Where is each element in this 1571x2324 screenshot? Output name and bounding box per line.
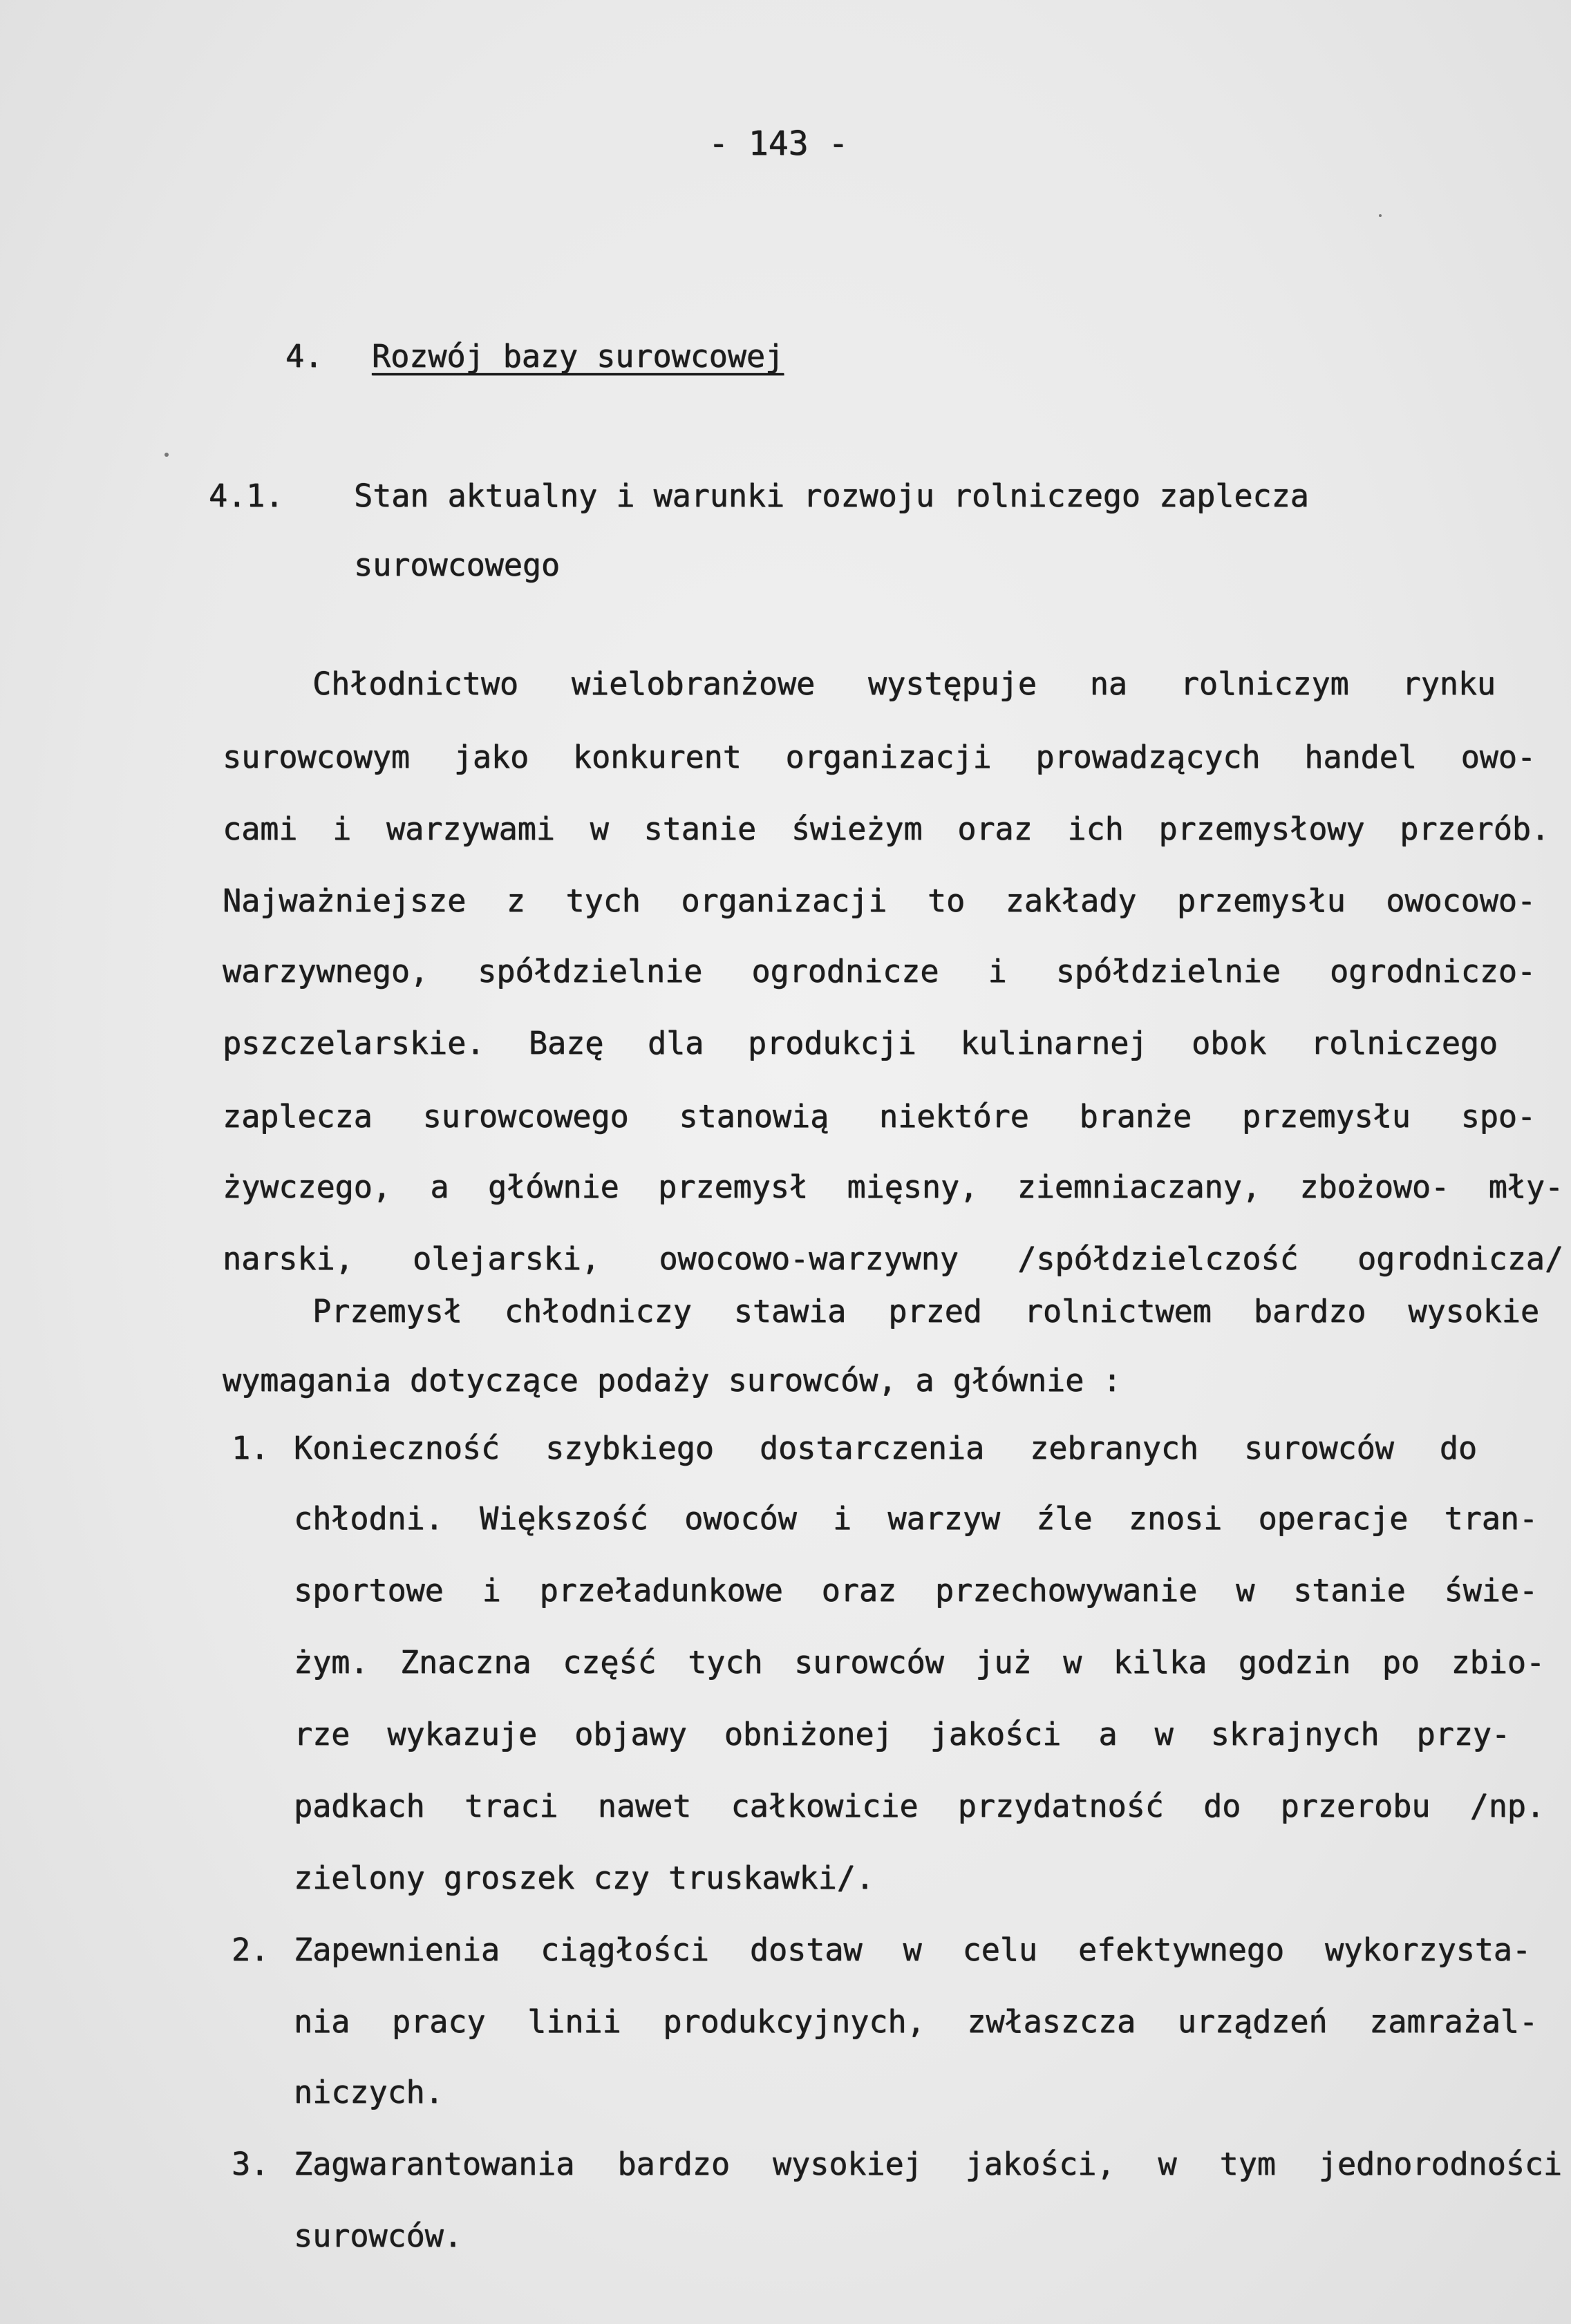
subsection-number: 4.1. [209, 478, 284, 514]
list-item-line: Zagwarantowania bardzo wysokiej jakości, w tym jednorodności [294, 2146, 1562, 2182]
subsection-title-line2: surowcowego [354, 547, 561, 583]
paragraph2-line: wymagania dotyczące podaży surowców, a głównie : [223, 1362, 1122, 1399]
list-item-number: 3. [232, 2146, 270, 2182]
page-number: - 143 - [708, 124, 849, 163]
paper-speck [1379, 214, 1382, 217]
list-item-line: Zapewnienia ciągłości dostaw w celu efektywnego wykorzysta- [294, 1931, 1531, 1968]
list-item-number: 2. [232, 1931, 270, 1968]
paragraph1-line: żywczego, a głównie przemysł mięsny, ziemniaczany, zbożowo- mły- [223, 1169, 1563, 1205]
paragraph2-line: Przemysł chłodniczy stawia przed rolnictwem bardzo wysokie [312, 1293, 1539, 1330]
list-item-line: niczych. [294, 2074, 444, 2110]
paragraph1-line: surowcowym jako konkurent organizacji prowadzących handel owo- [223, 739, 1536, 775]
paper-speck [164, 453, 169, 457]
paragraph1-line: narski, olejarski, owocowo-warzywny /spółdzielczość ogrodnicza/ [223, 1240, 1563, 1277]
list-item-line: nia pracy linii produkcyjnych, zwłaszcza urządzeń zamrażal- [294, 2003, 1538, 2040]
paragraph1-line: Chłodnictwo wielobranżowe występuje na rolniczym rynku [312, 665, 1496, 702]
section-title: Rozwój bazy surowcowej [372, 338, 784, 375]
list-item-line: Konieczność szybkiego dostarczenia zebranych surowców do [294, 1430, 1477, 1466]
section-number: 4. [285, 338, 323, 375]
list-item-number: 1. [232, 1430, 270, 1466]
paragraph1-line: Najważniejsze z tych organizacji to zakłady przemysłu owocowo- [223, 882, 1536, 919]
paragraph1-line: warzywnego, spółdzielnie ogrodnicze i spółdzielnie ogrodniczo- [223, 953, 1536, 990]
paragraph1-line: zaplecza surowcowego stanowią niektóre branże przemysłu spo- [223, 1098, 1536, 1135]
paragraph1-line: cami i warzywami w stanie świeżym oraz ich przemysłowy przerób. [223, 811, 1550, 847]
list-item-line: rze wykazuje objawy obniżonej jakości a w skrajnych przy- [294, 1716, 1510, 1753]
list-item-line: sportowe i przeładunkowe oraz przechowywanie w stanie świe- [294, 1572, 1538, 1609]
paragraph1-line: pszczelarskie. Bazę dla produkcji kulinarnej obok rolniczego [223, 1025, 1498, 1061]
list-item-line: zielony groszek czy truskawki/. [294, 1860, 874, 1896]
list-item-line: żym. Znaczna część tych surowców już w kilka godzin po zbio- [294, 1644, 1545, 1681]
list-item-line: chłodni. Większość owoców i warzyw źle znosi operacje tran- [294, 1500, 1538, 1537]
list-item-line: padkach traci nawet całkowicie przydatność do przerobu /np. [294, 1788, 1545, 1824]
subsection-title-line1: Stan aktualny i warunki rozwoju rolniczego zaplecza [354, 478, 1309, 514]
list-item-line: surowców. [294, 2218, 462, 2254]
